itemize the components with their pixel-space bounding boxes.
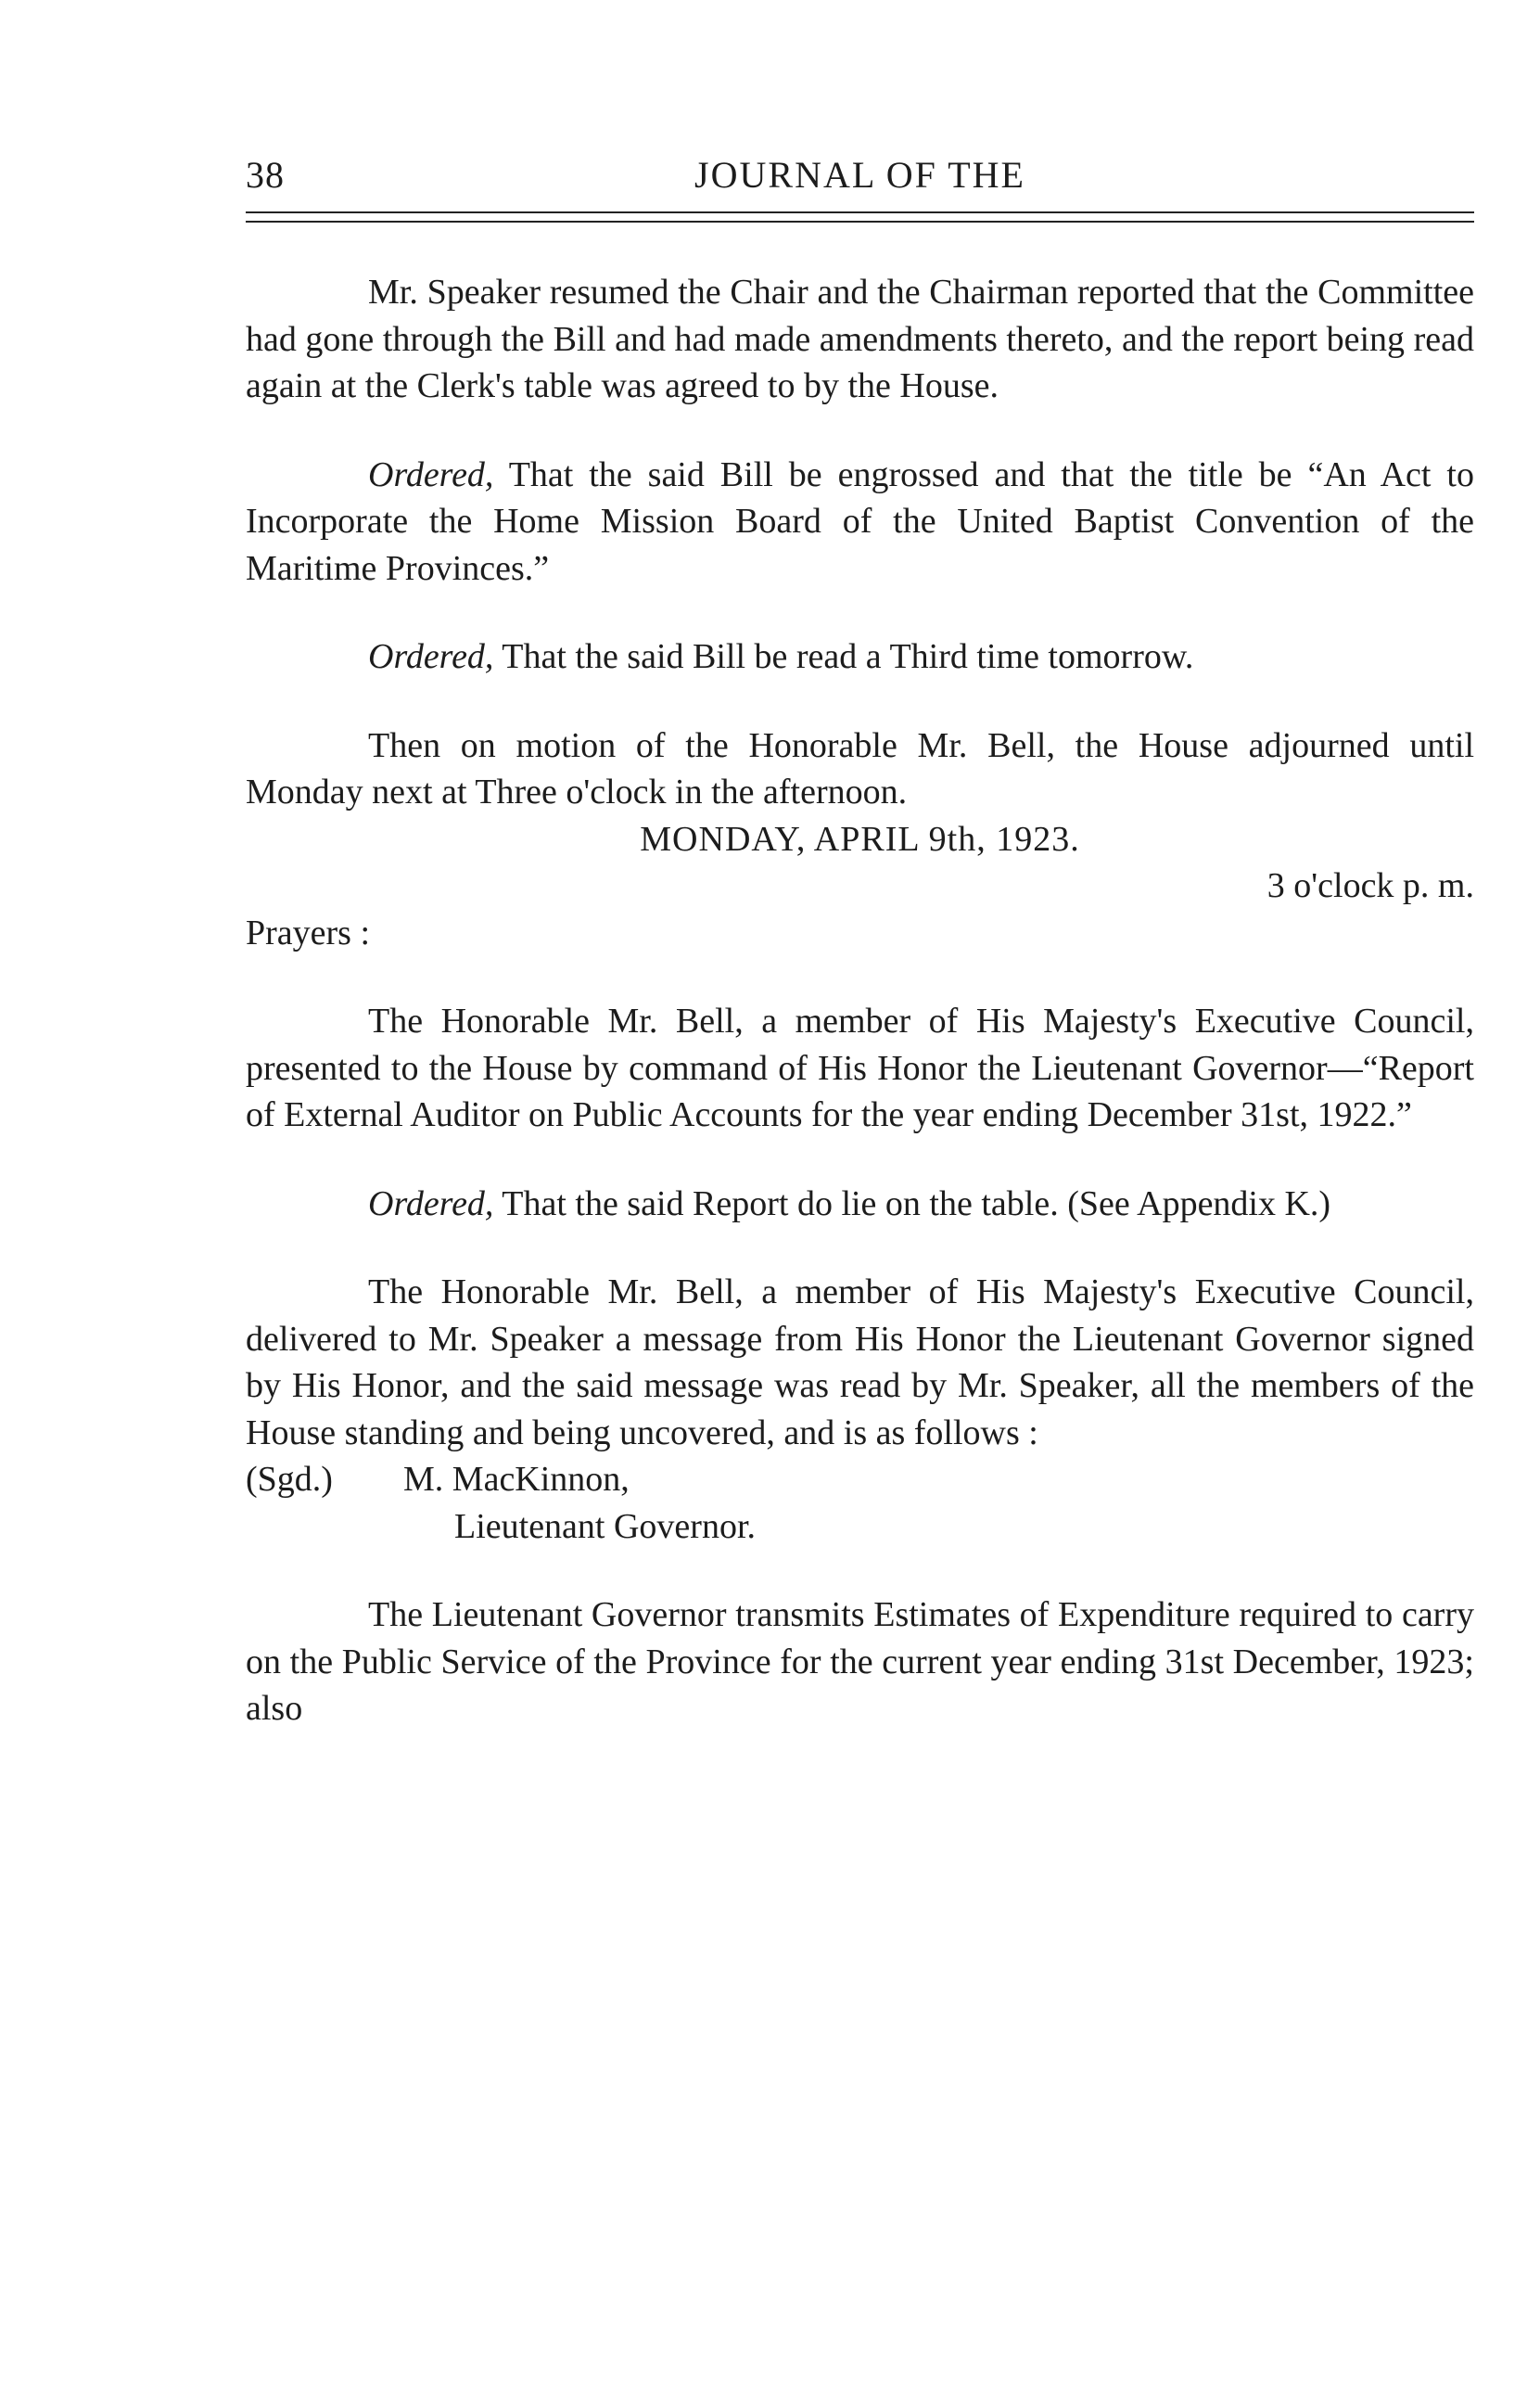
prayers-label: Prayers : xyxy=(246,913,371,952)
page-header xyxy=(246,153,1474,209)
ordered-lead: Ordered, xyxy=(368,637,494,676)
ordered-text: That the said Bill be read a Third time tomorrow. xyxy=(493,637,1194,676)
paragraph-speaker-resumed: Mr. Speaker resumed the Chair and the Chairman reported that the Committee had gone through the Bill and had made amendments thereto, and the report being read again at the Clerk's table was agreed to by the House. xyxy=(246,273,1474,405)
date-heading: MONDAY, APRIL 9th, 1923. xyxy=(640,819,1080,859)
running-head: JOURNAL OF THE xyxy=(694,154,1025,196)
session-time: 3 o'clock p. m. xyxy=(1266,866,1474,905)
signature-name: M. MacKinnon, xyxy=(403,1460,630,1499)
ordered-text: That the said Report do lie on the table. (See Appendix K.) xyxy=(493,1183,1331,1223)
paragraph-adjournment: Then on motion of the Honorable Mr. Bell, the House adjourned until Monday next at Three o'clock in the afternoon. xyxy=(246,725,1474,812)
signature-title: Lieutenant Governor. xyxy=(454,1506,757,1546)
paragraph-estimates: The Lieutenant Governor transmits Estimates of Expenditure required to carry on the Public Service of the Province for the current year ending 31st December, 1923; also xyxy=(246,1595,1474,1728)
header-rule-bottom xyxy=(246,221,1474,223)
header-rule-top xyxy=(246,211,1474,213)
ordered-lead: Ordered, xyxy=(368,1183,494,1223)
paragraph-ordered-third-reading xyxy=(246,633,1474,681)
signature-line xyxy=(246,1456,1474,1503)
page-number: 38 xyxy=(246,154,285,196)
paragraph-report-presented: The Honorable Mr. Bell, a member of His Majesty's Executive Council, presented to the House by command of His Honor the Lieutenant Governor—“Report of External Auditor on Public Accounts for the year ending December 31st, 1922.” xyxy=(246,1002,1474,1134)
signature-label: (Sgd.) xyxy=(246,1460,333,1499)
page-body xyxy=(246,269,1474,1732)
ordered-text: That the said Bill be engrossed and that the title be “An Act to Incorporate the Home Mission Board of the United Baptist Convention of the Maritime Provinces.” xyxy=(246,454,1474,588)
paragraph-message-delivered: The Honorable Mr. Bell, a member of His Majesty's Executive Council, delivered to Mr. Speaker a message from His Honor the Lieutenant Governor signed by His Honor, and the said message was read by Mr. Speaker, all the members of the House standing and being uncovered, and is as follows : xyxy=(246,1272,1474,1452)
paragraph-ordered-report xyxy=(246,1181,1474,1228)
ordered-lead: Ordered, xyxy=(368,454,494,494)
paragraph-ordered-engrossed xyxy=(246,452,1474,593)
